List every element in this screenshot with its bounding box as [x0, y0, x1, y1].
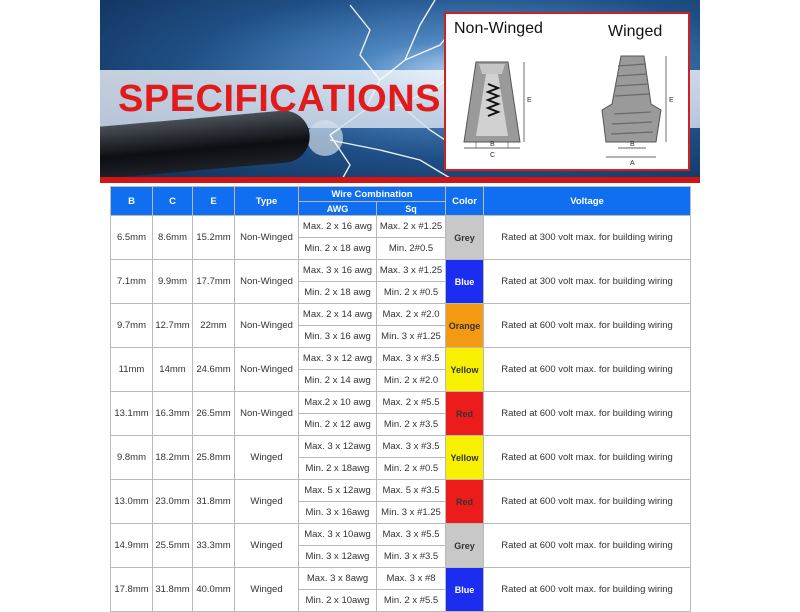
dim-a-label: A: [630, 160, 635, 167]
cell-b: 11mm: [111, 348, 153, 392]
cell-voltage: Rated at 300 volt max. for building wiring: [484, 216, 691, 260]
header-sq: Sq: [377, 202, 446, 216]
dim-b-winged-label: B: [630, 141, 635, 148]
cell-sq-min: Min. 3 x #1.25: [377, 502, 446, 524]
cell-c: 12.7mm: [153, 304, 193, 348]
cell-c: 14mm: [153, 348, 193, 392]
cell-e: 17.7mm: [193, 260, 235, 304]
color-swatch: Blue: [446, 568, 484, 612]
cell-awg-max: Max. 3 x 10awg: [299, 524, 377, 546]
cell-e: 26.5mm: [193, 392, 235, 436]
table-row: [111, 348, 691, 370]
cell-sq-min: Min. 2#0.5: [377, 238, 446, 260]
cell-b: 14.9mm: [111, 524, 153, 568]
cell-awg-min: Min. 3 x 12awg: [299, 546, 377, 568]
cell-type: Winged: [235, 568, 299, 612]
header-row: [111, 187, 691, 202]
cell-awg-max: Max.2 x 10 awg: [299, 392, 377, 414]
cell-sq-max: Max. 2 x #1.25: [377, 216, 446, 238]
cell-sq-min: Min. 2 x #0.5: [377, 458, 446, 480]
cell-voltage: Rated at 600 volt max. for building wiring: [484, 392, 691, 436]
cell-sq-max: Max. 3 x #3.5: [377, 436, 446, 458]
cell-sq-min: Min. 2 x #5.5: [377, 590, 446, 612]
cell-sq-min: Min. 2 x #0.5: [377, 282, 446, 304]
dim-e-winged-label: E: [669, 97, 674, 104]
color-swatch: Grey: [446, 216, 484, 260]
cell-sq-max: Max. 3 x #5.5: [377, 524, 446, 546]
nonwinged-connector-drawing: [464, 62, 524, 148]
cell-awg-max: Max. 3 x 16 awg: [299, 260, 377, 282]
cell-b: 17.8mm: [111, 568, 153, 612]
header-voltage: Voltage: [484, 187, 691, 216]
cell-voltage: Rated at 300 volt max. for building wiring: [484, 260, 691, 304]
cell-c: 9.9mm: [153, 260, 193, 304]
divider-line: [100, 177, 700, 183]
header-type: Type: [235, 187, 299, 216]
cell-sq-min: Min. 2 x #3.5: [377, 414, 446, 436]
cell-voltage: Rated at 600 volt max. for building wiring: [484, 524, 691, 568]
spec-table-body: [111, 216, 691, 612]
cell-sq-max: Max. 2 x #5.5: [377, 392, 446, 414]
cell-type: Non-Winged: [235, 304, 299, 348]
header-banner: [100, 0, 700, 183]
cell-awg-min: Min. 2 x 14 awg: [299, 370, 377, 392]
cell-c: 16.3mm: [153, 392, 193, 436]
dim-e-label: E: [527, 97, 532, 104]
table-row: [111, 260, 691, 282]
cell-awg-min: Min. 2 x 12 awg: [299, 414, 377, 436]
cell-c: 25.5mm: [153, 524, 193, 568]
winged-label: Winged: [608, 23, 663, 40]
cell-type: Non-Winged: [235, 392, 299, 436]
color-swatch: Grey: [446, 524, 484, 568]
cell-e: 24.6mm: [193, 348, 235, 392]
color-swatch: Orange: [446, 304, 484, 348]
cell-type: Winged: [235, 436, 299, 480]
cell-sq-min: Min. 3 x #3.5: [377, 546, 446, 568]
cell-type: Non-Winged: [235, 216, 299, 260]
cell-sq-max: Max. 3 x #8: [377, 568, 446, 590]
page-title: SPECIFICATIONS: [118, 78, 441, 120]
cell-e: 40.0mm: [193, 568, 235, 612]
cell-b: 13.0mm: [111, 480, 153, 524]
header-awg: AWG: [299, 202, 377, 216]
cell-awg-max: Max. 2 x 16 awg: [299, 216, 377, 238]
table-row: [111, 304, 691, 326]
cell-awg-max: Max. 3 x 8awg: [299, 568, 377, 590]
dim-c-label: C: [490, 152, 496, 159]
wire-connector-illustration: [446, 14, 688, 169]
color-swatch: Red: [446, 392, 484, 436]
cell-type: Winged: [235, 524, 299, 568]
cell-awg-min: Min. 2 x 10awg: [299, 590, 377, 612]
cell-voltage: Rated at 600 volt max. for building wiring: [484, 348, 691, 392]
color-swatch: Yellow: [446, 348, 484, 392]
cell-c: 18.2mm: [153, 436, 193, 480]
cell-b: 9.7mm: [111, 304, 153, 348]
table-row: [111, 568, 691, 590]
cell-type: Non-Winged: [235, 260, 299, 304]
table-row: [111, 436, 691, 458]
cell-type: Winged: [235, 480, 299, 524]
cell-voltage: Rated at 600 volt max. for building wiring: [484, 436, 691, 480]
cell-sq-max: Max. 3 x #1.25: [377, 260, 446, 282]
cell-e: 33.3mm: [193, 524, 235, 568]
dim-b-label: B: [490, 141, 495, 148]
cell-sq-min: Min. 3 x #1.25: [377, 326, 446, 348]
cell-awg-min: Min. 3 x 16awg: [299, 502, 377, 524]
table-row: [111, 392, 691, 414]
cell-e: 31.8mm: [193, 480, 235, 524]
header-color: Color: [446, 187, 484, 216]
cell-awg-max: Max. 3 x 12 awg: [299, 348, 377, 370]
cell-sq-max: Max. 3 x #3.5: [377, 348, 446, 370]
table-row: [111, 216, 691, 238]
cell-awg-max: Max. 5 x 12awg: [299, 480, 377, 502]
nonwinged-label: Non-Winged: [454, 20, 543, 37]
cell-sq-max: Max. 2 x #2.0: [377, 304, 446, 326]
cell-b: 6.5mm: [111, 216, 153, 260]
cell-sq-max: Max. 5 x #3.5: [377, 480, 446, 502]
cell-e: 22mm: [193, 304, 235, 348]
cell-voltage: Rated at 600 volt max. for building wiring: [484, 480, 691, 524]
cell-sq-min: Min. 2 x #2.0: [377, 370, 446, 392]
cell-voltage: Rated at 600 volt max. for building wiring: [484, 568, 691, 612]
cell-awg-min: Min. 2 x 18awg: [299, 458, 377, 480]
cell-e: 25.8mm: [193, 436, 235, 480]
cell-b: 9.8mm: [111, 436, 153, 480]
table-row: [111, 480, 691, 502]
color-swatch: Blue: [446, 260, 484, 304]
color-swatch: Red: [446, 480, 484, 524]
connector-diagram: [444, 12, 690, 171]
cell-b: 13.1mm: [111, 392, 153, 436]
cell-awg-max: Max. 2 x 14 awg: [299, 304, 377, 326]
cell-b: 7.1mm: [111, 260, 153, 304]
cell-e: 15.2mm: [193, 216, 235, 260]
cell-awg-min: Min. 3 x 16 awg: [299, 326, 377, 348]
header-e: E: [193, 187, 235, 216]
spec-table: [110, 186, 691, 612]
header-wire-combination: Wire Combination: [299, 187, 446, 202]
color-swatch: Yellow: [446, 436, 484, 480]
cell-c: 8.6mm: [153, 216, 193, 260]
cell-voltage: Rated at 600 volt max. for building wiring: [484, 304, 691, 348]
cell-c: 31.8mm: [153, 568, 193, 612]
header-c: C: [153, 187, 193, 216]
cell-type: Non-Winged: [235, 348, 299, 392]
table-row: [111, 524, 691, 546]
cell-awg-max: Max. 3 x 12awg: [299, 436, 377, 458]
header-b: B: [111, 187, 153, 216]
cell-c: 23.0mm: [153, 480, 193, 524]
cell-awg-min: Min. 2 x 18 awg: [299, 282, 377, 304]
cell-awg-min: Min. 2 x 18 awg: [299, 238, 377, 260]
